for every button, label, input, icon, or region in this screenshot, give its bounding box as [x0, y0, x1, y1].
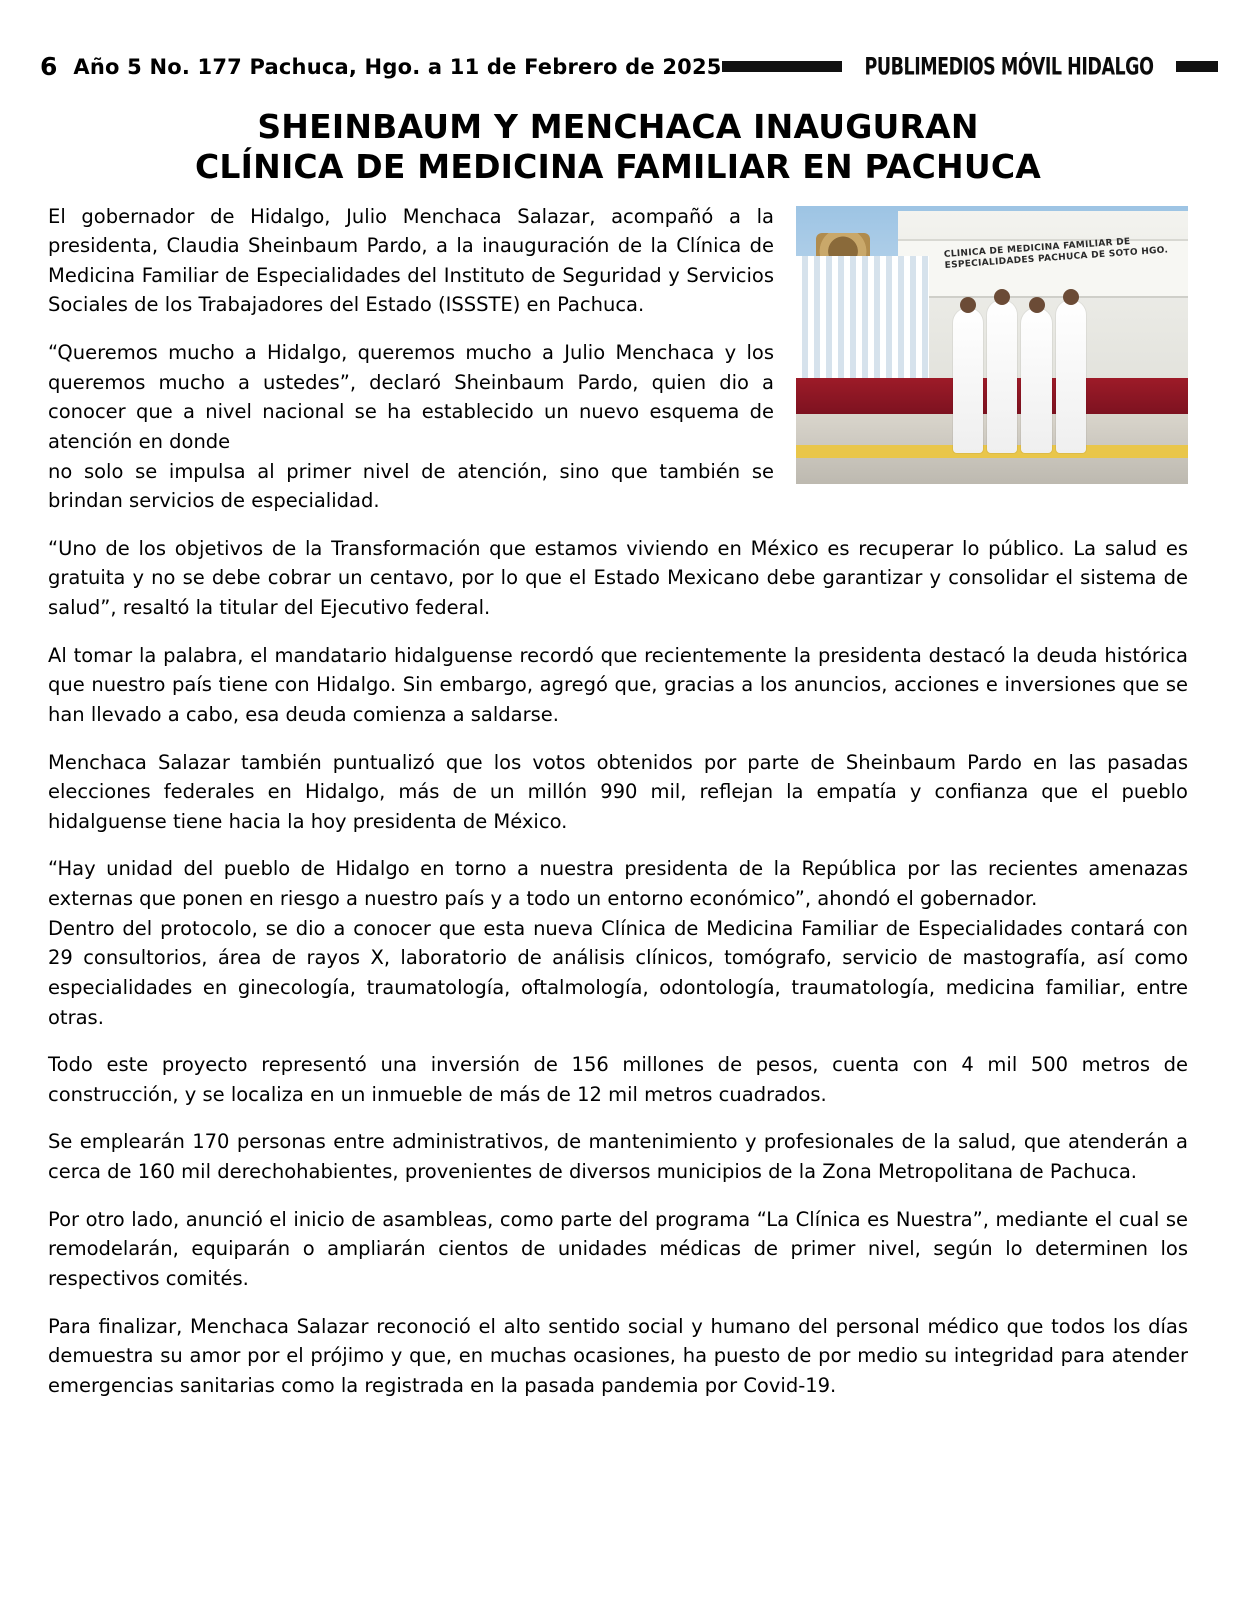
- paragraph: Menchaca Salazar también puntualizó que los votos obtenidos por parte de Sheinbaum Pardo en las pasadas elecciones federales en Hidalgo, más de un millón 990 mil, reflejan la empatía y confianza que el pueblo hidalguense tiene hacia la hoy presidenta de México.: [48, 750, 1188, 833]
- masthead: [0, 0, 1236, 81]
- clinic-photo: [796, 206, 1188, 484]
- photo-nurses-group: [953, 308, 1086, 453]
- photo-nurse: [1021, 308, 1051, 453]
- page-title: [36, 107, 1200, 188]
- paragraph: “Queremos mucho a Hidalgo, queremos mucho a Julio Menchaca y los queremos mucho a ustedes”, declaró Sheinbaum Pardo, quien dio a conocer que a nivel nacional se ha establecido un nuevo esquema de atención en donde: [48, 341, 774, 453]
- publication-logo: PUBLIMEDIOS MÓVIL HIDALGO: [864, 52, 1154, 81]
- clinic-sign-text: CLÍNICA DE MEDICINA FAMILIAR DE ESPECIALIDADES PACHUCA DE SOTO HGO.: [943, 236, 1169, 271]
- headline-line-2: CLÍNICA DE MEDICINA FAMILIAR EN PACHUCA: [195, 147, 1041, 187]
- photo-nurse: [1056, 300, 1086, 453]
- page-number: 6: [40, 52, 58, 81]
- article-body: [0, 202, 1236, 1459]
- paragraph: no solo se impulsa al primer nivel de atención, sino que también se brindan servicios de especialidad.: [48, 459, 774, 513]
- article-figure: [796, 206, 1188, 484]
- paragraph: Para finalizar, Menchaca Salazar reconoció el alto sentido social y humano del personal médico que todos los días demuestra su amor por el prójimo y que, en muchas ocasiones, ha puesto de por medio su integridad para atender emergencias sanitarias como la registrada en la pasada pandemia por Covid-19.: [48, 1314, 1188, 1397]
- paragraph: Por otro lado, anunció el inicio de asambleas, como parte del programa “La Clínica es Nuestra”, mediante el cual se remodelarán, equiparán o ampliarán cientos de unidades médicas de primer nivel, según lo determinen los respectivos comités.: [48, 1207, 1188, 1290]
- rule-bar-left: [722, 61, 842, 72]
- masthead-brand: [722, 52, 1228, 81]
- paragraph: Todo este proyecto representó una inversión de 156 millones de pesos, cuenta con 4 mil 500 metros de construcción, y se localiza en un inmueble de más de 12 mil metros cuadrados.: [48, 1053, 1188, 1106]
- rule-bar-right: [1176, 61, 1218, 72]
- issue-line: Año 5 No. 177 Pachuca, Hgo. a 11 de Febrero de 2025: [73, 54, 722, 79]
- headline-line-1: SHEINBAUM Y MENCHACA INAUGURAN: [257, 107, 979, 146]
- paragraph: “Uno de los objetivos de la Transformación que estamos viviendo en México es recuperar lo público. La salud es gratuita y no se debe cobrar un centavo, por lo que el Estado Mexicano debe garantizar y consolidar el sistema de salud”, resaltó la titular del Ejecutivo federal.: [48, 536, 1188, 619]
- photo-nurse: [987, 300, 1017, 453]
- paragraph: “Hay unidad del pueblo de Hidalgo en torno a nuestra presidenta de la República por las recientes amenazas externas que ponen en riesgo a nuestro país y a todo un entorno económico”, ahondó el gobernador.: [48, 857, 1188, 910]
- paragraph: Se emplearán 170 personas entre administrativos, de mantenimiento y profesionales de la salud, que atenderán a cerca de 160 mil derechohabientes, provenientes de diversos municipios de la Zona Metropolitana de Pachuca.: [48, 1130, 1188, 1183]
- paragraph: El gobernador de Hidalgo, Julio Menchaca Salazar, acompañó a la presidenta, Claudia Sheinbaum Pardo, a la inauguración de la Clínica de Medicina Familiar de Especialidades del Instituto de Seguridad y Servicios Sociales de los Trabajadores del Estado (ISSSTE) en Pachuca.: [48, 204, 774, 317]
- photo-fence: [796, 256, 929, 384]
- photo-nurse: [953, 308, 983, 453]
- paragraph: Al tomar la palabra, el mandatario hidalguense recordó que recientemente la presidenta destacó la deuda histórica que nuestro país tiene con Hidalgo. Sin embargo, agregó que, gracias a los anuncios, acciones e inversiones que se han llevado a cabo, esa deuda comienza a saldarse.: [48, 643, 1188, 726]
- paragraph: Dentro del protocolo, se dio a conocer que esta nueva Clínica de Medicina Familiar de Especialidades contará con 29 consultorios, área de rayos X, laboratorio de análisis clínicos, tomógrafo, servicio de mastografía, así como especialidades en ginecología, traumatología, oftalmología, odontología, traumatología, medicina familiar, entre otras.: [48, 916, 1188, 1029]
